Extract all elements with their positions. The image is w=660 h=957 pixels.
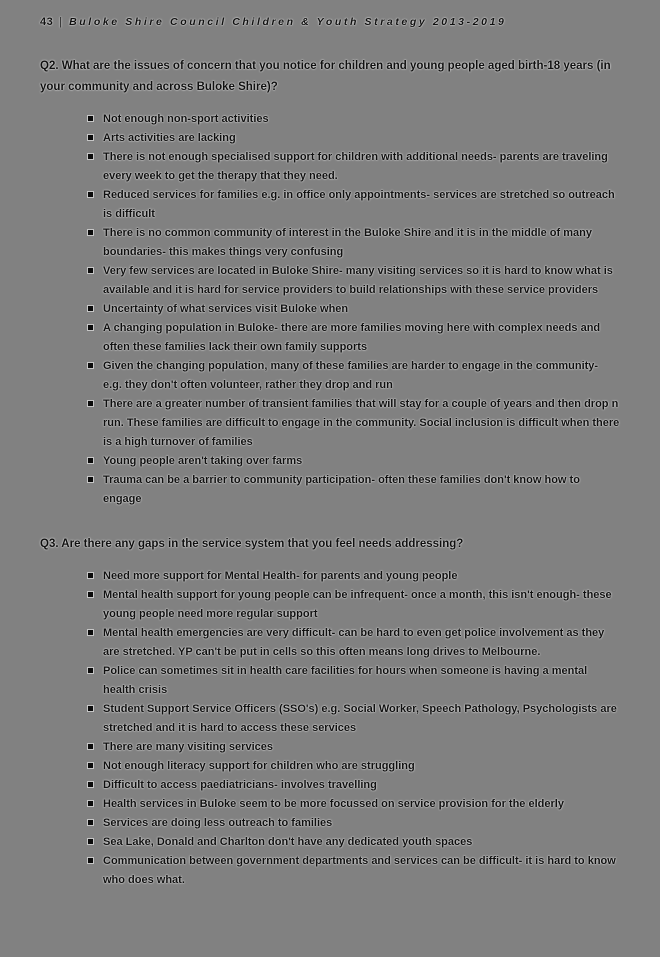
header-title: Buloke Shire Council Children & Youth Strategy 2013-2019 [69,16,507,28]
bullet-text: Not enough non-sport activities [103,113,269,125]
question-section [40,56,620,509]
list-item [88,662,620,700]
list-item [88,452,620,471]
bullet-text: Given the changing population, many of these families are harder to engage in the community- e.g. they don't often volunteer, rather they drop and run [103,360,599,391]
bullet-text: Uncertainty of what services visit Buloke when [103,303,349,315]
list-item [88,852,620,890]
bullet-text: There are many visiting services [103,741,273,753]
bullet-square-icon [88,668,93,673]
list-item [88,395,620,452]
bullet-square-icon [88,801,93,806]
bullet-text: Reduced services for families e.g. in office only appointments- services are stretched so outreach is difficult [103,189,615,220]
list-item [88,357,620,395]
list-item [88,129,620,148]
bullet-text: Difficult to access paediatricians- involves travelling [103,779,377,791]
list-item [88,224,620,262]
header-separator: | [59,16,63,28]
list-item [88,186,620,224]
bullet-square-icon [88,477,93,482]
page-header [40,13,620,31]
bullet-square-icon [88,401,93,406]
bullet-square-icon [88,192,93,197]
question-heading: Q3. Are there any gaps in the service system that you feel needs addressing? [40,538,464,550]
bullet-text: Arts activities are lacking [103,132,236,144]
bullet-text: Services are doing less outreach to families [103,817,333,829]
bullet-text: Mental health emergencies are very difficult- can be hard to even get police involvement as they are stretched. YP can't be put in cells so this often means long drives to Melbourne. [103,627,605,658]
list-item [88,700,620,738]
bullet-text: Sea Lake, Donald and Charlton don't have any dedicated youth spaces [103,836,473,848]
bullet-square-icon [88,592,93,597]
bullet-list [40,110,620,509]
bullet-text: Trauma can be a barrier to community participation- often these families don't know how to engage [103,474,580,505]
bullet-text: There are a greater number of transient families that will stay for a couple of years and then drop n run. These families are difficult to engage in the community. Social inclusion is difficult when there is a high turnover of families [103,398,620,448]
list-item [88,567,620,586]
bullet-square-icon [88,325,93,330]
bullet-square-icon [88,763,93,768]
list-item [88,148,620,186]
bullet-square-icon [88,154,93,159]
bullet-square-icon [88,363,93,368]
bullet-square-icon [88,630,93,635]
list-item [88,776,620,795]
bullet-square-icon [88,268,93,273]
list-item [88,471,620,509]
bullet-list [40,567,620,890]
bullet-text: Mental health support for young people can be infrequent- once a month, this isn't enough- these young people need more regular support [103,589,612,620]
bullet-text: Police can sometimes sit in health care facilities for hours when someone is having a mental health crisis [103,665,588,696]
bullet-text: Communication between government departments and services can be difficult- it is hard to know who does what. [103,855,616,886]
bullet-text: Young people aren't taking over farms [103,455,303,467]
list-item [88,586,620,624]
bullet-text: Very few services are located in Buloke Shire- many visiting services so it is hard to know what is available and it is hard for service providers to build relationships with these service providers [103,265,613,296]
bullet-text: Not enough literacy support for children who are struggling [103,760,415,772]
list-item [88,814,620,833]
question-heading: Q2. What are the issues of concern that you notice for children and young people aged birth-18 years (in your community and across Buloke Shire)? [40,60,611,93]
page-number: 43 [40,16,54,28]
bullet-square-icon [88,839,93,844]
bullet-text: Need more support for Mental Health- for parents and young people [103,570,458,582]
bullet-square-icon [88,744,93,749]
question-section [40,534,620,890]
bullet-square-icon [88,458,93,463]
bullet-square-icon [88,858,93,863]
list-item [88,757,620,776]
bullet-square-icon [88,306,93,311]
bullet-text: A changing population in Buloke- there are more families moving here with complex needs and often these families lack their own family supports [103,322,601,353]
bullet-square-icon [88,230,93,235]
list-item [88,300,620,319]
list-item [88,319,620,357]
bullet-square-icon [88,820,93,825]
bullet-text: Health services in Buloke seem to be more focussed on service provision for the elderly [103,798,564,810]
bullet-text: There is no common community of interest in the Buloke Shire and it is in the middle of many boundaries- this makes things very confusing [103,227,592,258]
bullet-square-icon [88,135,93,140]
bullet-square-icon [88,782,93,787]
list-item [88,624,620,662]
list-item [88,795,620,814]
bullet-square-icon [88,116,93,121]
list-item [88,738,620,757]
bullet-text: There is not enough specialised support for children with additional needs- parents are traveling every week to get the therapy that they need. [103,151,608,182]
list-item [88,110,620,129]
bullet-text: Student Support Service Officers (SSO's) e.g. Social Worker, Speech Pathology, Psychologists are stretched and it is hard to access these services [103,703,617,734]
document-body [40,56,620,890]
list-item [88,833,620,852]
bullet-square-icon [88,706,93,711]
bullet-square-icon [88,573,93,578]
list-item [88,262,620,300]
